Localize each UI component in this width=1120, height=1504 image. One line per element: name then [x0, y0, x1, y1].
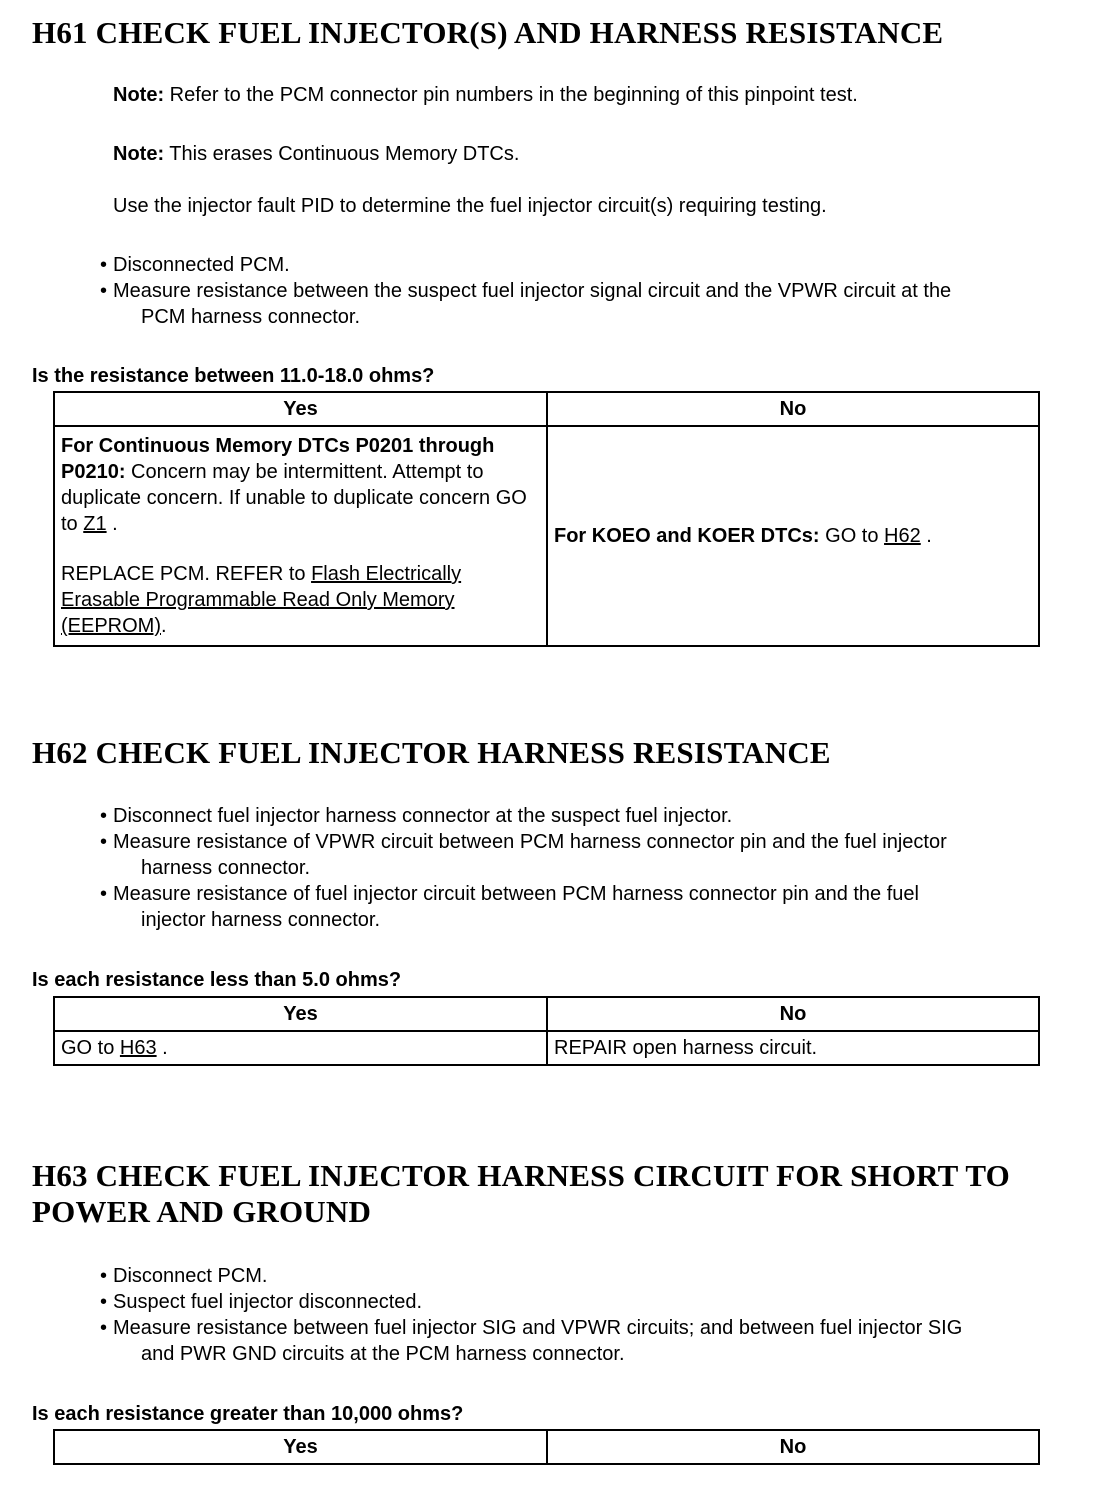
h63-link[interactable]: H63	[119, 1037, 157, 1059]
list-item: • Measure resistance of VPWR circuit between PCM harness connector pin and the fuel injector harness connector.	[100, 831, 947, 879]
table-row	[54, 1031, 1039, 1065]
h61-question: Is the resistance between 11.0-18.0 ohms?	[32, 365, 435, 387]
no-header: No	[547, 997, 1039, 1031]
bullet-icon: •	[100, 1291, 108, 1313]
bullet-icon: •	[100, 280, 108, 302]
yes-cell: GO to H63 .	[54, 1031, 547, 1065]
note-label: Note:	[113, 84, 165, 106]
list-item: • Disconnect PCM.	[100, 1265, 268, 1287]
yes-header: Yes	[54, 1430, 547, 1464]
h62-link[interactable]: H62	[884, 525, 921, 547]
table-header-row	[54, 1430, 1039, 1464]
no-cell: For KOEO and KOER DTCs: GO to H62 .	[547, 426, 1039, 646]
h61-instruction: Use the injector fault PID to determine the fuel injector circuit(s) requiring testing.	[113, 195, 827, 217]
list-item: • Measure resistance between fuel injector SIG and VPWR circuits; and between fuel injector SIG and PWR GND circuits at the PCM harness connector.	[100, 1317, 963, 1365]
h63-result-table	[53, 1429, 1040, 1465]
h63-heading: H63 CHECK FUEL INJECTOR HARNESS CIRCUIT FOR SHORT TO POWER AND GROUND	[32, 1158, 1010, 1229]
eeprom-link[interactable]: Flash Electrically Erasable Programmable Read Only Memory (EEPROM)	[61, 563, 462, 637]
h61-heading: H61 CHECK FUEL INJECTOR(S) AND HARNESS RESISTANCE	[32, 15, 944, 50]
table-header-row	[54, 392, 1039, 426]
h63-question: Is each resistance greater than 10,000 ohms?	[32, 1403, 464, 1425]
h61-result-table	[53, 391, 1040, 647]
h63-steps-list	[100, 1263, 962, 1367]
no-cell: REPAIR open harness circuit.	[547, 1031, 1039, 1065]
table-header-row	[54, 997, 1039, 1031]
list-item: • Measure resistance between the suspect fuel injector signal circuit and the VPWR circuit at the PCM harness connector.	[100, 280, 952, 328]
h62-steps-list	[100, 803, 947, 933]
yes-header: Yes	[54, 392, 547, 426]
bullet-icon: •	[100, 831, 108, 853]
table-row	[54, 426, 1039, 646]
note-text: This erases Continuous Memory DTCs.	[164, 143, 520, 165]
no-header: No	[547, 392, 1039, 426]
yes-replace-text: REPLACE PCM. REFER to Flash Electrically Erasable Programmable Read Only Memory (EEPROM).	[61, 563, 462, 637]
bullet-icon: •	[100, 805, 108, 827]
h61-note-pcm-pins	[113, 83, 858, 107]
z1-link[interactable]: Z1	[83, 513, 107, 535]
list-item: • Measure resistance of fuel injector circuit between PCM harness connector pin and the fuel injector harness connector.	[100, 883, 919, 931]
list-item: • Disconnected PCM.	[100, 254, 290, 276]
h61-steps-list	[100, 252, 951, 330]
yes-header: Yes	[54, 997, 547, 1031]
no-header: No	[547, 1430, 1039, 1464]
h62-result-table	[53, 996, 1040, 1066]
bullet-icon: •	[100, 1317, 108, 1339]
h62-question: Is each resistance less than 5.0 ohms?	[32, 969, 402, 991]
bullet-icon: •	[100, 883, 108, 905]
note-label: Note:	[113, 143, 165, 165]
bullet-icon: •	[100, 1265, 108, 1287]
list-item: • Disconnect fuel injector harness connector at the suspect fuel injector.	[100, 805, 733, 827]
yes-intermittent-text: For Continuous Memory DTCs P0201 through P0210: Concern may be intermittent. Attempt to duplicate concern. If unable to duplicate concern GO to Z1 .	[61, 435, 527, 535]
note-text: Refer to the PCM connector pin numbers in the beginning of this pinpoint test.	[164, 84, 858, 106]
yes-cell	[54, 426, 547, 646]
bullet-icon: •	[100, 254, 108, 276]
h61-note-erase-dtcs	[113, 142, 519, 166]
list-item: • Suspect fuel injector disconnected.	[100, 1291, 423, 1313]
h62-heading: H62 CHECK FUEL INJECTOR HARNESS RESISTANCE	[32, 735, 831, 770]
